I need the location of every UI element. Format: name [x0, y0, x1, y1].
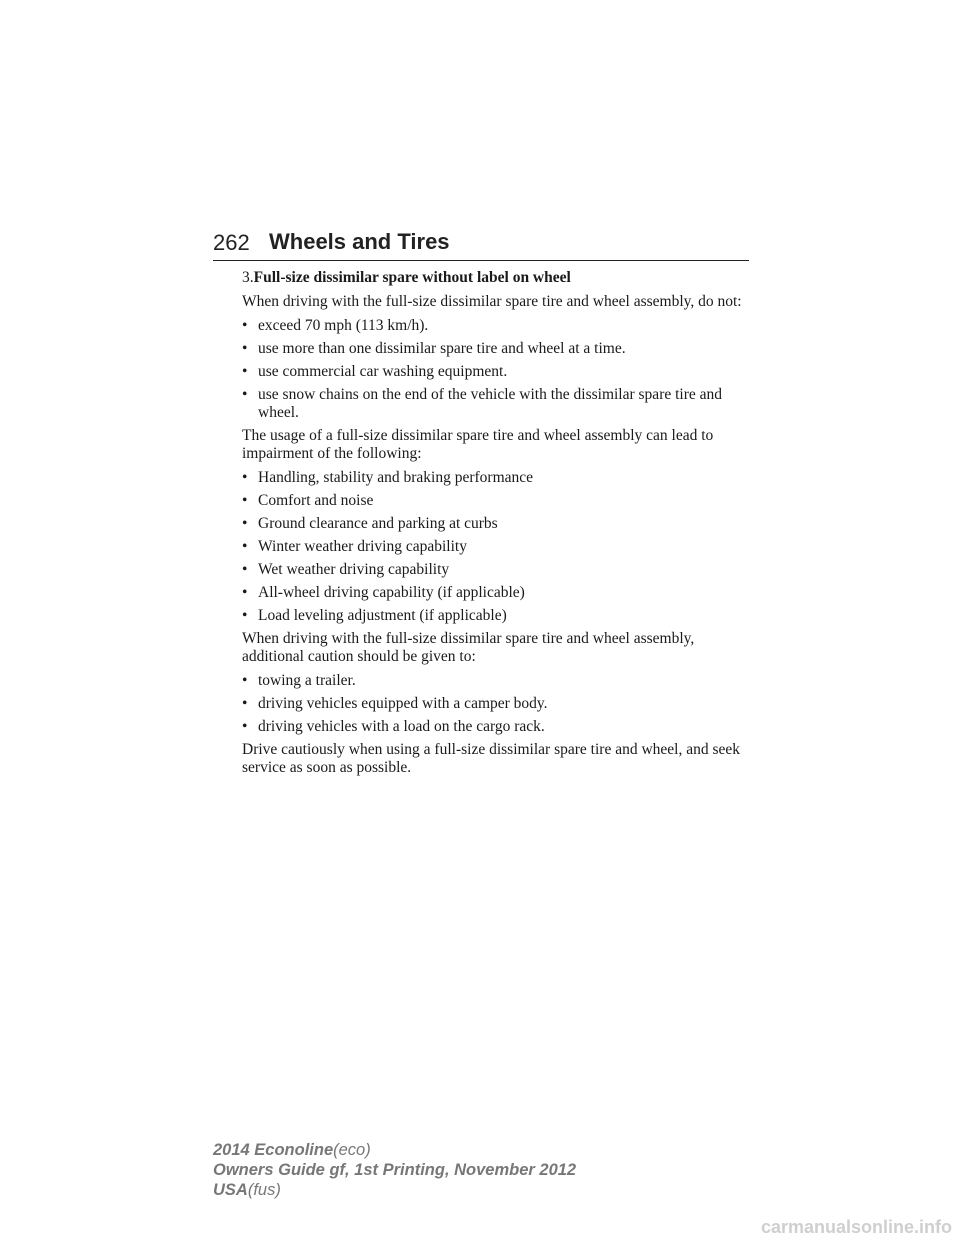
list-item [242, 492, 752, 510]
list-item [242, 584, 752, 602]
closing-paragraph: Drive cautiously when using a full-size dissimilar spare tire and wheel, and seek service as soon as possible. [242, 741, 741, 776]
bullet-icon: • [242, 718, 248, 735]
footer-model: 2014 Econoline [213, 1141, 334, 1159]
list-item [242, 317, 752, 335]
bullet-icon: • [242, 561, 248, 578]
footer-line-1 [213, 1140, 576, 1160]
list-item [242, 718, 752, 736]
list-item [242, 340, 752, 358]
bullet-icon: • [242, 340, 248, 357]
list-item [242, 515, 752, 533]
list-item-text: Load leveling adjustment (if applicable) [258, 607, 507, 624]
footer-market-code: (fus) [247, 1181, 281, 1199]
list-item-text: Comfort and noise [258, 492, 374, 509]
list-item [242, 561, 752, 579]
caution-list [242, 672, 752, 736]
list-item-text: exceed 70 mph (113 km/h). [258, 317, 429, 334]
page-number: 262 [213, 230, 250, 255]
bullet-icon: • [242, 469, 248, 486]
subsection-number: 3. [242, 269, 254, 286]
list-item-text: Ground clearance and parking at curbs [258, 515, 498, 532]
bullet-icon: • [242, 584, 248, 601]
list-item-text: towing a trailer. [258, 672, 356, 689]
list-item [242, 695, 752, 713]
list-item [242, 386, 752, 422]
page-header [213, 228, 749, 261]
list-item-text: use commercial car washing equipment. [258, 363, 508, 380]
list-item [242, 672, 752, 690]
bullet-icon: • [242, 317, 248, 334]
intro-paragraph-3: When driving with the full-size dissimilar spare tire and wheel assembly, additional caution should be given to: [242, 630, 695, 665]
bullet-icon: • [242, 386, 248, 403]
bullet-icon: • [242, 538, 248, 555]
impairment-list [242, 469, 752, 625]
section-title: Wheels and Tires [269, 229, 450, 254]
footer-market: USA [213, 1181, 248, 1199]
bullet-icon: • [242, 363, 248, 380]
list-item-text: Winter weather driving capability [258, 538, 467, 555]
list-item [242, 538, 752, 556]
footer-line-3 [213, 1180, 576, 1200]
list-item-text: driving vehicles equipped with a camper body. [258, 695, 548, 712]
document-footer [213, 1140, 576, 1200]
main-content [242, 269, 752, 783]
bullet-icon: • [242, 515, 248, 532]
bullet-icon: • [242, 607, 248, 624]
list-item [242, 363, 752, 381]
list-item-text: use snow chains on the end of the vehicle with the dissimilar spare tire and wheel. [258, 386, 723, 421]
bullet-icon: • [242, 492, 248, 509]
bullet-icon: • [242, 695, 248, 712]
list-item-text: Handling, stability and braking performance [258, 469, 534, 486]
list-item [242, 607, 752, 625]
list-item-text: All-wheel driving capability (if applicable) [258, 584, 525, 601]
do-not-list [242, 317, 752, 422]
bullet-icon: • [242, 672, 248, 689]
intro-paragraph-1: When driving with the full-size dissimilar spare tire and wheel assembly, do not: [242, 293, 742, 310]
footer-line-2: Owners Guide gf, 1st Printing, November 2012 [213, 1161, 577, 1179]
intro-paragraph-2: The usage of a full-size dissimilar spare tire and wheel assembly can lead to impairment of the following: [242, 427, 714, 462]
subsection-title: Full-size dissimilar spare without label on wheel [253, 269, 571, 286]
list-item-text: Wet weather driving capability [258, 561, 450, 578]
footer-model-code: (eco) [333, 1141, 371, 1159]
watermark: carmanualsonline.info [760, 1217, 952, 1237]
list-item-text: driving vehicles with a load on the cargo rack. [258, 718, 545, 735]
list-item-text: use more than one dissimilar spare tire and wheel at a time. [258, 340, 626, 357]
list-item [242, 469, 752, 487]
subsection-heading [242, 269, 752, 287]
